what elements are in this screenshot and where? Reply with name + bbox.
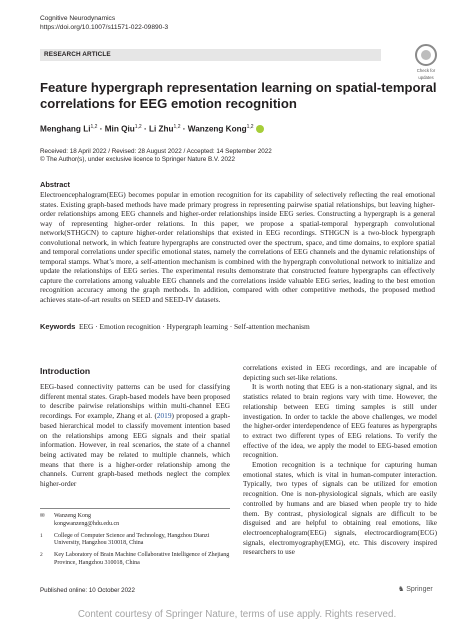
journal-name: Cognitive Neurodynamics [40,15,116,22]
abstract-text: Electroencephalogram(EEG) becomes popular in emotion recognition for its capability of selectively reflecting the real emotional states. Existing graph-based methods have made primary progress in representing pairwise spatial relationships, but leaving higher-order relationships among EEG channels and higher-order relationships inside EEG series. Constructing a hypergraph is a general way of representing higher-order relations. In this paper, we propose a spatial-temporal hypergraph convolutional network(STHGCN) to capture higher-order relationships that existed in EEG recordings. STHGCN is a two-block hypergraph convolutional network, in which feature hypergraphs are constructed over the spectrum, space, and time domains, to explore spatial and temporal correlations under specific emotional states, namely the correlations of EEG channels and the dynamic relationships of temporal stamps. What’s more, a self-attention mechanism is combined with the hypergraph convolutional network to initialize and update the relationships of EEG series. The experimental results demonstrate that constructed feature hypergraphs can effectively capture the correlations among valuable EEG channels and the correlations inside valuable EEG series, leading to the best emotion recognition accuracy among the graph methods. In addition, compared with other competitive methods, the proposed method achieves state-of-art results on SEED and SEED-IV datasets. [40,190,435,305]
author-affiliation: 1,2 [90,124,98,130]
body-paragraph: correlations existed in EEG recordings, and are incapable of depicting such set-like relations. [243,363,437,382]
affiliation-mark: 2 [40,552,43,559]
author-affiliation: 1,2 [246,124,254,130]
citation-link[interactable]: 2019 [156,411,172,421]
body-column-right [243,363,437,557]
footnote-divider [40,508,230,509]
published-date: Published online: 10 October 2022 [40,587,135,594]
author-separator: · [97,124,105,134]
affiliation-text: Key Laboratory of Brain Machine Collaborative Intelligence of Zhejiang Province, Hangzhou 310018, China [54,552,230,566]
publisher-name: Springer [406,586,433,593]
publisher-logo [398,585,433,593]
doi-link[interactable]: https://doi.org/10.1007/s11571-022-09890-3 [40,23,169,31]
keywords [40,322,310,331]
corresponding-email[interactable]: kongwanzeng@hdu.edu.cn [54,520,120,527]
history-dates: Received: 18 April 2022 / Revised: 28 August 2022 / Accepted: 14 September 2022 [40,148,272,155]
author-affiliation: 1,2 [173,124,181,130]
author-name[interactable]: Wanzeng Kong [187,124,247,134]
abstract-heading: Abstract [40,180,70,189]
article-type-label: RESEARCH ARTICLE [44,51,111,58]
copyright-line: © The Author(s), under exclusive licence to Springer Nature B.V. 2022 [40,156,236,164]
springer-horse-icon: ♞ [398,586,405,593]
paragraph-text: ) proposed a graph-based hierarchical model to classify movement intention based on the relationships among EEG signals and their spatial information. However, in real scenarios, the state of a channel being activated may be related to multiple channels, which means that there is a higher-order relationship among the channels. Current graph-based methods neglect the complex higher-order [40,411,231,489]
author-name[interactable]: Menghang Li [40,124,91,134]
check-for-updates-badge[interactable] [411,44,441,80]
envelope-icon: ✉ [40,513,45,519]
author-name[interactable]: Li Zhu [148,124,174,134]
journal-header [40,15,168,32]
paper-title: Feature hypergraph representation learning on spatial-temporal correlations for EEG emotion recognition [40,80,437,112]
corresponding-name: Wanzeng Kong [54,513,92,519]
author-affiliation: 1,2 [134,124,142,130]
orcid-icon[interactable] [256,125,264,133]
author-separator: · [180,124,188,134]
corresponding-author [40,513,230,529]
body-paragraph [40,382,230,489]
affiliation-1 [40,533,230,549]
keywords-list: EEG · Emotion recognition · Hypergraph learning · Self-attention mechanism [79,322,310,331]
footnotes [40,513,230,572]
paragraph-text: EEG-based connectivity patterns can be used for classifying different mental states. Graph-based models have been proposed to describe pairwise relationships within multi-channel EEG recordings. For example, Zhang et al. ( [40,382,230,421]
body-paragraph: Emotion recognition is a technique for capturing human emotional states, which is vital in human-computer interaction. Typically, two types of signals can be utilized for emotion recognition. One is non-physiological signals, which are easily controlled by humans and are biased when people try to hide them. By contrast, physiological signals are difficult to be disguised and are helpful to obtaining real emotions, like electroencephalogram(EEG) signals, electrocardiogram(ECG) signals, electromyography(EMG), etc. This discovery inspired researchers to use [243,460,437,557]
courtesy-watermark: Content courtesy of Springer Nature, terms of use apply. Rights reserved. [77,609,397,620]
keywords-label: Keywords [40,322,76,331]
update-badge-line1: Check for [416,68,436,73]
affiliation-2 [40,552,230,568]
author-name[interactable]: Min Qiu [104,124,135,134]
affiliation-mark: 1 [40,532,43,539]
body-column-left [40,382,230,489]
body-paragraph: It is worth noting that EEG is a non-stationary signal, and its statistics related to brain regions vary with time. However, the relationship between EEG timing samples is still under investigation. In order to tackle the above challenges, we model the higher-order interdependence of EEG features as hypergraphs to extract two different types of EEG relations. To verify the effective of the idea, we apply the model to EEG-based emotion recognition. [243,382,437,460]
article-type-banner [40,49,381,61]
article-dates [40,148,272,164]
introduction-heading: Introduction [40,366,91,376]
affiliation-text: College of Computer Science and Technology, Hangzhou Dianzi University, Hangzhou 310018, China [54,532,210,547]
author-list [40,124,264,134]
update-badge-line2: updates [418,75,434,80]
author-separator: · [141,124,149,134]
update-check-icon [415,44,437,66]
